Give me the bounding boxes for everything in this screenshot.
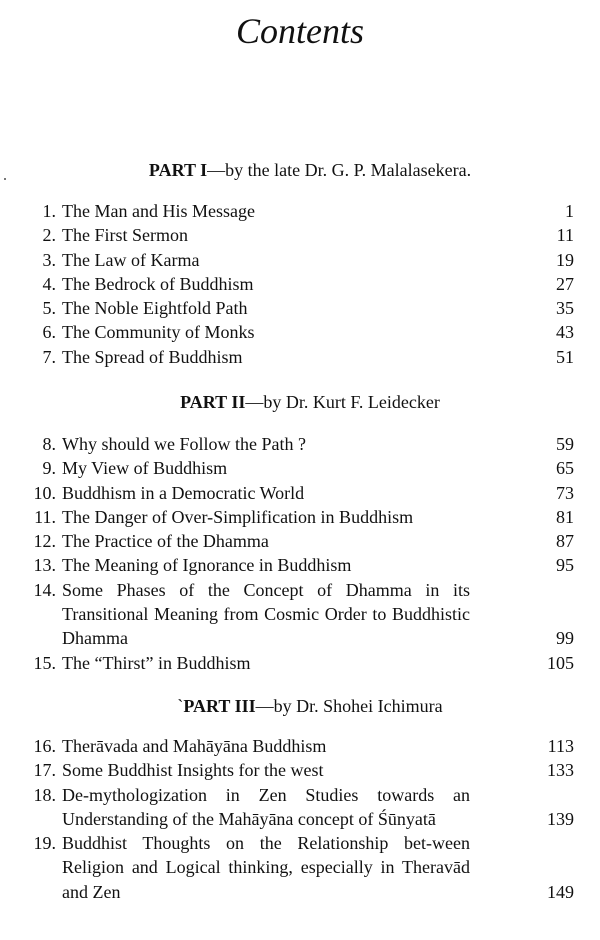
entry-number: 5. <box>42 298 56 319</box>
entry-title: The Danger of Over-Simplification in Buddhism <box>62 506 414 527</box>
entry-number: 12. <box>33 531 56 552</box>
entry-title: The Meaning of Ignorance in Buddhism <box>62 555 352 576</box>
entry-page: 99 <box>556 628 574 649</box>
entry-title: My View of Buddhism <box>62 458 228 479</box>
entry-number: 19. <box>33 833 56 854</box>
part-byline: —by Dr. Kurt F. Leidecker <box>245 392 440 412</box>
entry-title: Therāvada and Mahāyāna Buddhism <box>62 736 327 756</box>
entry-page: 73 <box>556 482 574 503</box>
entry-title: Buddhism in a Democratic World <box>62 482 305 503</box>
entry-number: 1. <box>42 201 56 221</box>
toc-list-part-1 <box>0 199 600 369</box>
toc-entry[interactable] <box>0 831 600 904</box>
entry-page: 19 <box>556 249 574 270</box>
toc-entry[interactable] <box>0 320 600 344</box>
toc-entry[interactable] <box>0 481 600 505</box>
scan-mark <box>4 178 6 180</box>
entry-title: Why should we Follow the Path ? <box>62 434 306 454</box>
entry-page: 35 <box>556 298 574 319</box>
part-label: PART II <box>180 392 246 412</box>
entry-title: The Noble Eightfold Path <box>62 298 248 319</box>
entry-page: 1 <box>565 201 574 221</box>
entry-page: 43 <box>556 322 574 343</box>
entry-number: 7. <box>42 346 56 367</box>
entry-title: Buddhist Thoughts on the Relationship bet-ween Religion and Logical thinking, especially in Theravād and Zen <box>62 833 470 902</box>
entry-page: 27 <box>556 273 574 294</box>
toc-entry[interactable] <box>0 456 600 480</box>
entry-title: The Practice of the Dhamma <box>62 531 269 552</box>
entry-page: 149 <box>547 881 574 902</box>
entry-title: The Man and His Message <box>62 201 255 221</box>
entry-number: 3. <box>42 249 56 270</box>
toc-entry[interactable] <box>0 758 600 782</box>
entry-number: 17. <box>33 760 56 781</box>
toc-entry[interactable] <box>0 432 600 456</box>
toc-entry[interactable] <box>0 345 600 369</box>
entry-page: 95 <box>556 555 574 576</box>
entry-page: 81 <box>556 506 574 527</box>
toc-list-part-3 <box>0 734 600 904</box>
part-heading-2 <box>60 390 560 414</box>
entry-title: The First Sermon <box>62 225 188 246</box>
entry-number: 10. <box>33 482 56 503</box>
entry-title: The Community of Monks <box>62 322 255 343</box>
entry-page: 11 <box>556 225 574 246</box>
entry-title: The “Thirst” in Buddhism <box>62 652 251 673</box>
toc-list-part-2 <box>0 432 600 675</box>
entry-number: 18. <box>33 784 56 805</box>
entry-page: 51 <box>556 346 574 367</box>
entry-number: 16. <box>33 736 56 756</box>
entry-number: 2. <box>42 225 56 246</box>
page-title: Contents <box>235 11 364 51</box>
entry-number: 9. <box>42 458 56 479</box>
entry-title: Some Phases of the Concept of Dhamma in its Transitional Meaning from Cosmic Order to Buddhistic Dhamma <box>62 579 470 649</box>
part-heading-3 <box>60 694 560 718</box>
entry-number: 15. <box>33 652 56 673</box>
entry-title: The Bedrock of Buddhism <box>62 273 254 294</box>
entry-page: 113 <box>547 736 574 756</box>
toc-entry[interactable] <box>0 651 600 675</box>
entry-page: 65 <box>556 458 574 479</box>
part-byline: —by Dr. Shohei Ichimura <box>255 696 443 716</box>
toc-entry[interactable] <box>0 296 600 320</box>
entry-number: 13. <box>33 555 56 576</box>
entry-title: Some Buddhist Insights for the west <box>62 760 324 781</box>
entry-number: 6. <box>42 322 56 343</box>
entry-number: 14. <box>33 579 56 600</box>
entry-title: The Law of Karma <box>62 249 200 270</box>
toc-entry[interactable] <box>0 578 600 651</box>
toc-entry[interactable] <box>0 248 600 272</box>
entry-number: 11. <box>34 506 56 527</box>
entry-page: 87 <box>556 531 574 552</box>
entry-page: 105 <box>547 652 574 673</box>
toc-entry[interactable] <box>0 553 600 577</box>
toc-entry[interactable] <box>0 529 600 553</box>
toc-entry[interactable] <box>0 505 600 529</box>
toc-entry[interactable] <box>0 734 600 758</box>
part-prefix-mark: ` <box>177 696 184 716</box>
part-label: PART I <box>148 160 208 180</box>
part-label: PART III <box>183 696 256 716</box>
part-byline: —by the late Dr. G. P. Malalasekera. <box>207 160 472 180</box>
entry-title: The Spread of Buddhism <box>62 346 243 367</box>
entry-page: 59 <box>556 434 574 454</box>
entry-number: 4. <box>42 273 56 294</box>
entry-title: De-mythologization in Zen Studies towards an Understanding of the Mahāyāna concept of Śūnyatā <box>62 784 470 829</box>
toc-entry[interactable] <box>0 783 600 832</box>
entry-number: 8. <box>42 434 56 454</box>
part-heading-1 <box>60 158 560 182</box>
toc-entry[interactable] <box>0 223 600 247</box>
toc-entry[interactable] <box>0 272 600 296</box>
entry-page: 133 <box>547 760 574 781</box>
entry-page: 139 <box>547 808 574 829</box>
toc-entry[interactable] <box>0 199 600 223</box>
